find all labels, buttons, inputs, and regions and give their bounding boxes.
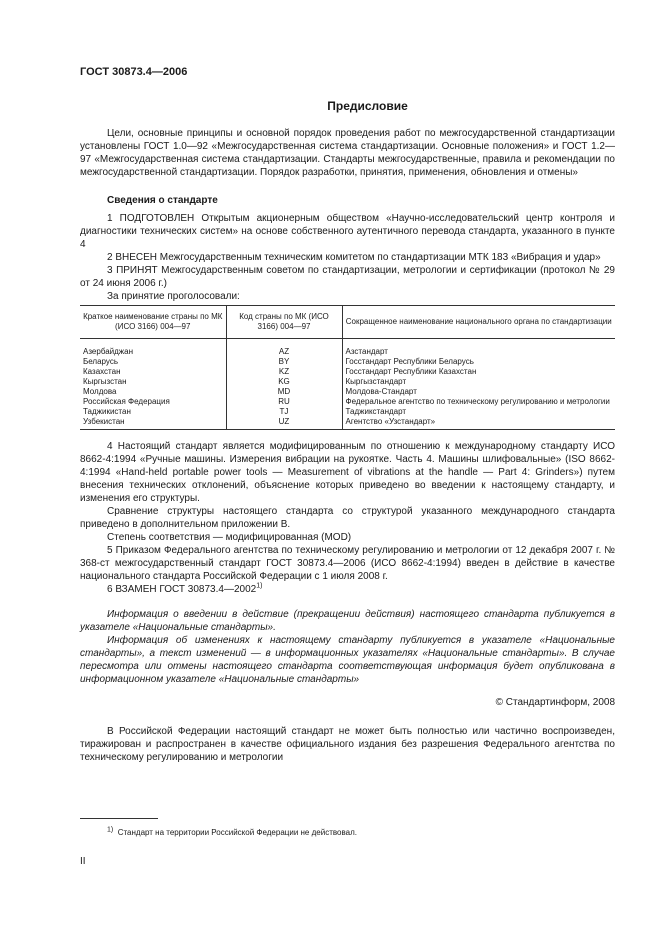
table-cell-body: Таджикстандарт bbox=[342, 407, 615, 417]
notice-changes: Информация об изменениях к настоящему стандарту публикуется в указателе «Национальные стандарты», а текст изменений — в информационных указателях «Национальные стандарты». В случае пересмотра или отмены настоящего стандарта соответствующая информация будет опубликована в информационном указателе «Национальные стандарты» bbox=[80, 635, 615, 685]
page-body bbox=[80, 66, 615, 764]
table-row bbox=[80, 397, 615, 407]
table-row bbox=[80, 367, 615, 377]
foreword-paragraph: Цели, основные принципы и основной порядок проведения работ по межгосударственной стандартизации установлены ГОСТ 1.0—92 «Межгосударственная система стандартизации. Основные положения» и ГОСТ 1.2—97 «Межгосударственная система стандартизации. Стандарты межгосударственные, правила и рекомендации по межгосударственной стандартизации. Порядок разработки, принятия, применения, обновления и отмены» bbox=[80, 128, 615, 178]
info-heading: Сведения о стандарте bbox=[107, 195, 218, 206]
table-cell-body: Азстандарт bbox=[342, 347, 615, 357]
footnote-text: Стандарт на территории Российской Федерации не действовал. bbox=[117, 828, 357, 837]
table-cell-code: KZ bbox=[226, 367, 342, 377]
table-cell-country: Молдова bbox=[80, 387, 226, 397]
table-cell-code: TJ bbox=[226, 407, 342, 417]
publication-notice bbox=[80, 608, 615, 686]
table-row bbox=[80, 387, 615, 397]
table-cell-country: Российская Федерация bbox=[80, 397, 226, 407]
table-row bbox=[80, 417, 615, 430]
item-3-vote: За принятие проголосовали: bbox=[107, 291, 240, 302]
table-cell-country: Казахстан bbox=[80, 367, 226, 377]
table-cell-code: MD bbox=[226, 387, 342, 397]
items-after-table bbox=[80, 440, 615, 596]
rf-notice-text: В Российской Федерации настоящий стандарт не может быть полностью или частично воспроизведен, тиражирован и распространен в качестве официального издания без разрешения Федерального агентства по техническому регулированию и метрологии bbox=[80, 726, 615, 763]
table-cell-body: Кыргызстандарт bbox=[342, 377, 615, 387]
column-header-code: Код страны по МК (ИСО 3166) 004—97 bbox=[226, 306, 342, 339]
item-4-degree: Степень соответствия — модифицированная (MOD) bbox=[107, 532, 352, 543]
footnote bbox=[107, 828, 357, 838]
copyright: © Стандартинформ, 2008 bbox=[495, 697, 615, 708]
item-6-text: 6 ВЗАМЕН ГОСТ 30873.4—2002 bbox=[107, 584, 257, 595]
item-1: 1 ПОДГОТОВЛЕН Открытым акционерным обществом «Научно-исследовательский центр контроля и диагностики технических систем» на основе собственного аутентичного перевода стандарта, указанного в пункте 4 bbox=[80, 213, 615, 250]
item-5: 5 Приказом Федерального агентства по техническому регулированию и метрологии от 12 декабря 2007 г. № 368-ст межгосударственный стандарт ГОСТ 30873.4—2006 (ИСО 8662-4:1994) введен в действие в качестве национального стандарта Российской Федерации с 1 июля 2008 г. bbox=[80, 545, 615, 582]
table-cell-body: Госстандарт Республики Беларусь bbox=[342, 357, 615, 367]
table-cell-body: Агентство «Узстандарт» bbox=[342, 417, 615, 430]
table-cell-code: UZ bbox=[226, 417, 342, 430]
table-row bbox=[80, 347, 615, 357]
page-number: II bbox=[80, 856, 86, 867]
table-cell-body: Молдова-Стандарт bbox=[342, 387, 615, 397]
table-cell-country: Беларусь bbox=[80, 357, 226, 367]
footnote-mark: 1) bbox=[107, 826, 114, 834]
item-6 bbox=[80, 583, 615, 596]
table-cell-code: KG bbox=[226, 377, 342, 387]
table-cell-country: Таджикистан bbox=[80, 407, 226, 417]
table-cell-body: Госстандарт Республики Казахстан bbox=[342, 367, 615, 377]
table-row bbox=[80, 407, 615, 417]
page-title: Предисловие bbox=[327, 99, 408, 113]
column-header-country: Краткое наименование страны по МК (ИСО 3166) 004—97 bbox=[80, 306, 226, 339]
table-cell-country: Узбекистан bbox=[80, 417, 226, 430]
foreword-section bbox=[80, 127, 615, 179]
table-header-row bbox=[80, 306, 615, 339]
item-3: 3 ПРИНЯТ Межгосударственным советом по стандартизации, метрологии и сертификации (протокол № 29 от 24 июня 2006 г.) bbox=[80, 265, 615, 289]
document-header: ГОСТ 30873.4—2006 bbox=[80, 66, 188, 78]
table-row bbox=[80, 357, 615, 367]
table-cell-code: BY bbox=[226, 357, 342, 367]
item-4: 4 Настоящий стандарт является модифицированным по отношению к международному стандарту ИСО 8662-4:1994 «Ручные машины. Измерения вибрации на рукоятке. Часть 4. Машины шлифовальные» (ISO 8662-4:1994 «Hand-held portable power tools — Measurement of vibrations at the handle — Part 4: Grinders») путем внесения технических отклонений, объяснение которых приведено во введении к настоящему стандарту, и изменения его структуры. bbox=[80, 441, 615, 504]
rf-notice bbox=[80, 725, 615, 764]
table-spacer-row bbox=[80, 339, 615, 348]
item-4-compare: Сравнение структуры настоящего стандарта со структурой указанного международного стандарта приведено в дополнительном приложении В. bbox=[80, 506, 615, 530]
countries-table bbox=[80, 305, 615, 430]
footnote-divider bbox=[80, 818, 158, 819]
notice-intro: Информация о введении в действие (прекращении действия) настоящего стандарта публикуется в указателе «Национальные стандарты». bbox=[80, 609, 615, 633]
table-cell-country: Азербайджан bbox=[80, 347, 226, 357]
column-header-body: Сокращенное наименование национального органа по стандартизации bbox=[342, 306, 615, 339]
table-cell-body: Федеральное агентство по техническому регулированию и метрологии bbox=[342, 397, 615, 407]
item-2: 2 ВНЕСЕН Межгосударственным техническим комитетом по стандартизации МТК 183 «Вибрация и удар» bbox=[107, 252, 601, 263]
table-cell-code: AZ bbox=[226, 347, 342, 357]
table-cell-country: Кыргызстан bbox=[80, 377, 226, 387]
table-cell-code: RU bbox=[226, 397, 342, 407]
footnote-ref: 1) bbox=[256, 582, 263, 590]
table-row bbox=[80, 377, 615, 387]
